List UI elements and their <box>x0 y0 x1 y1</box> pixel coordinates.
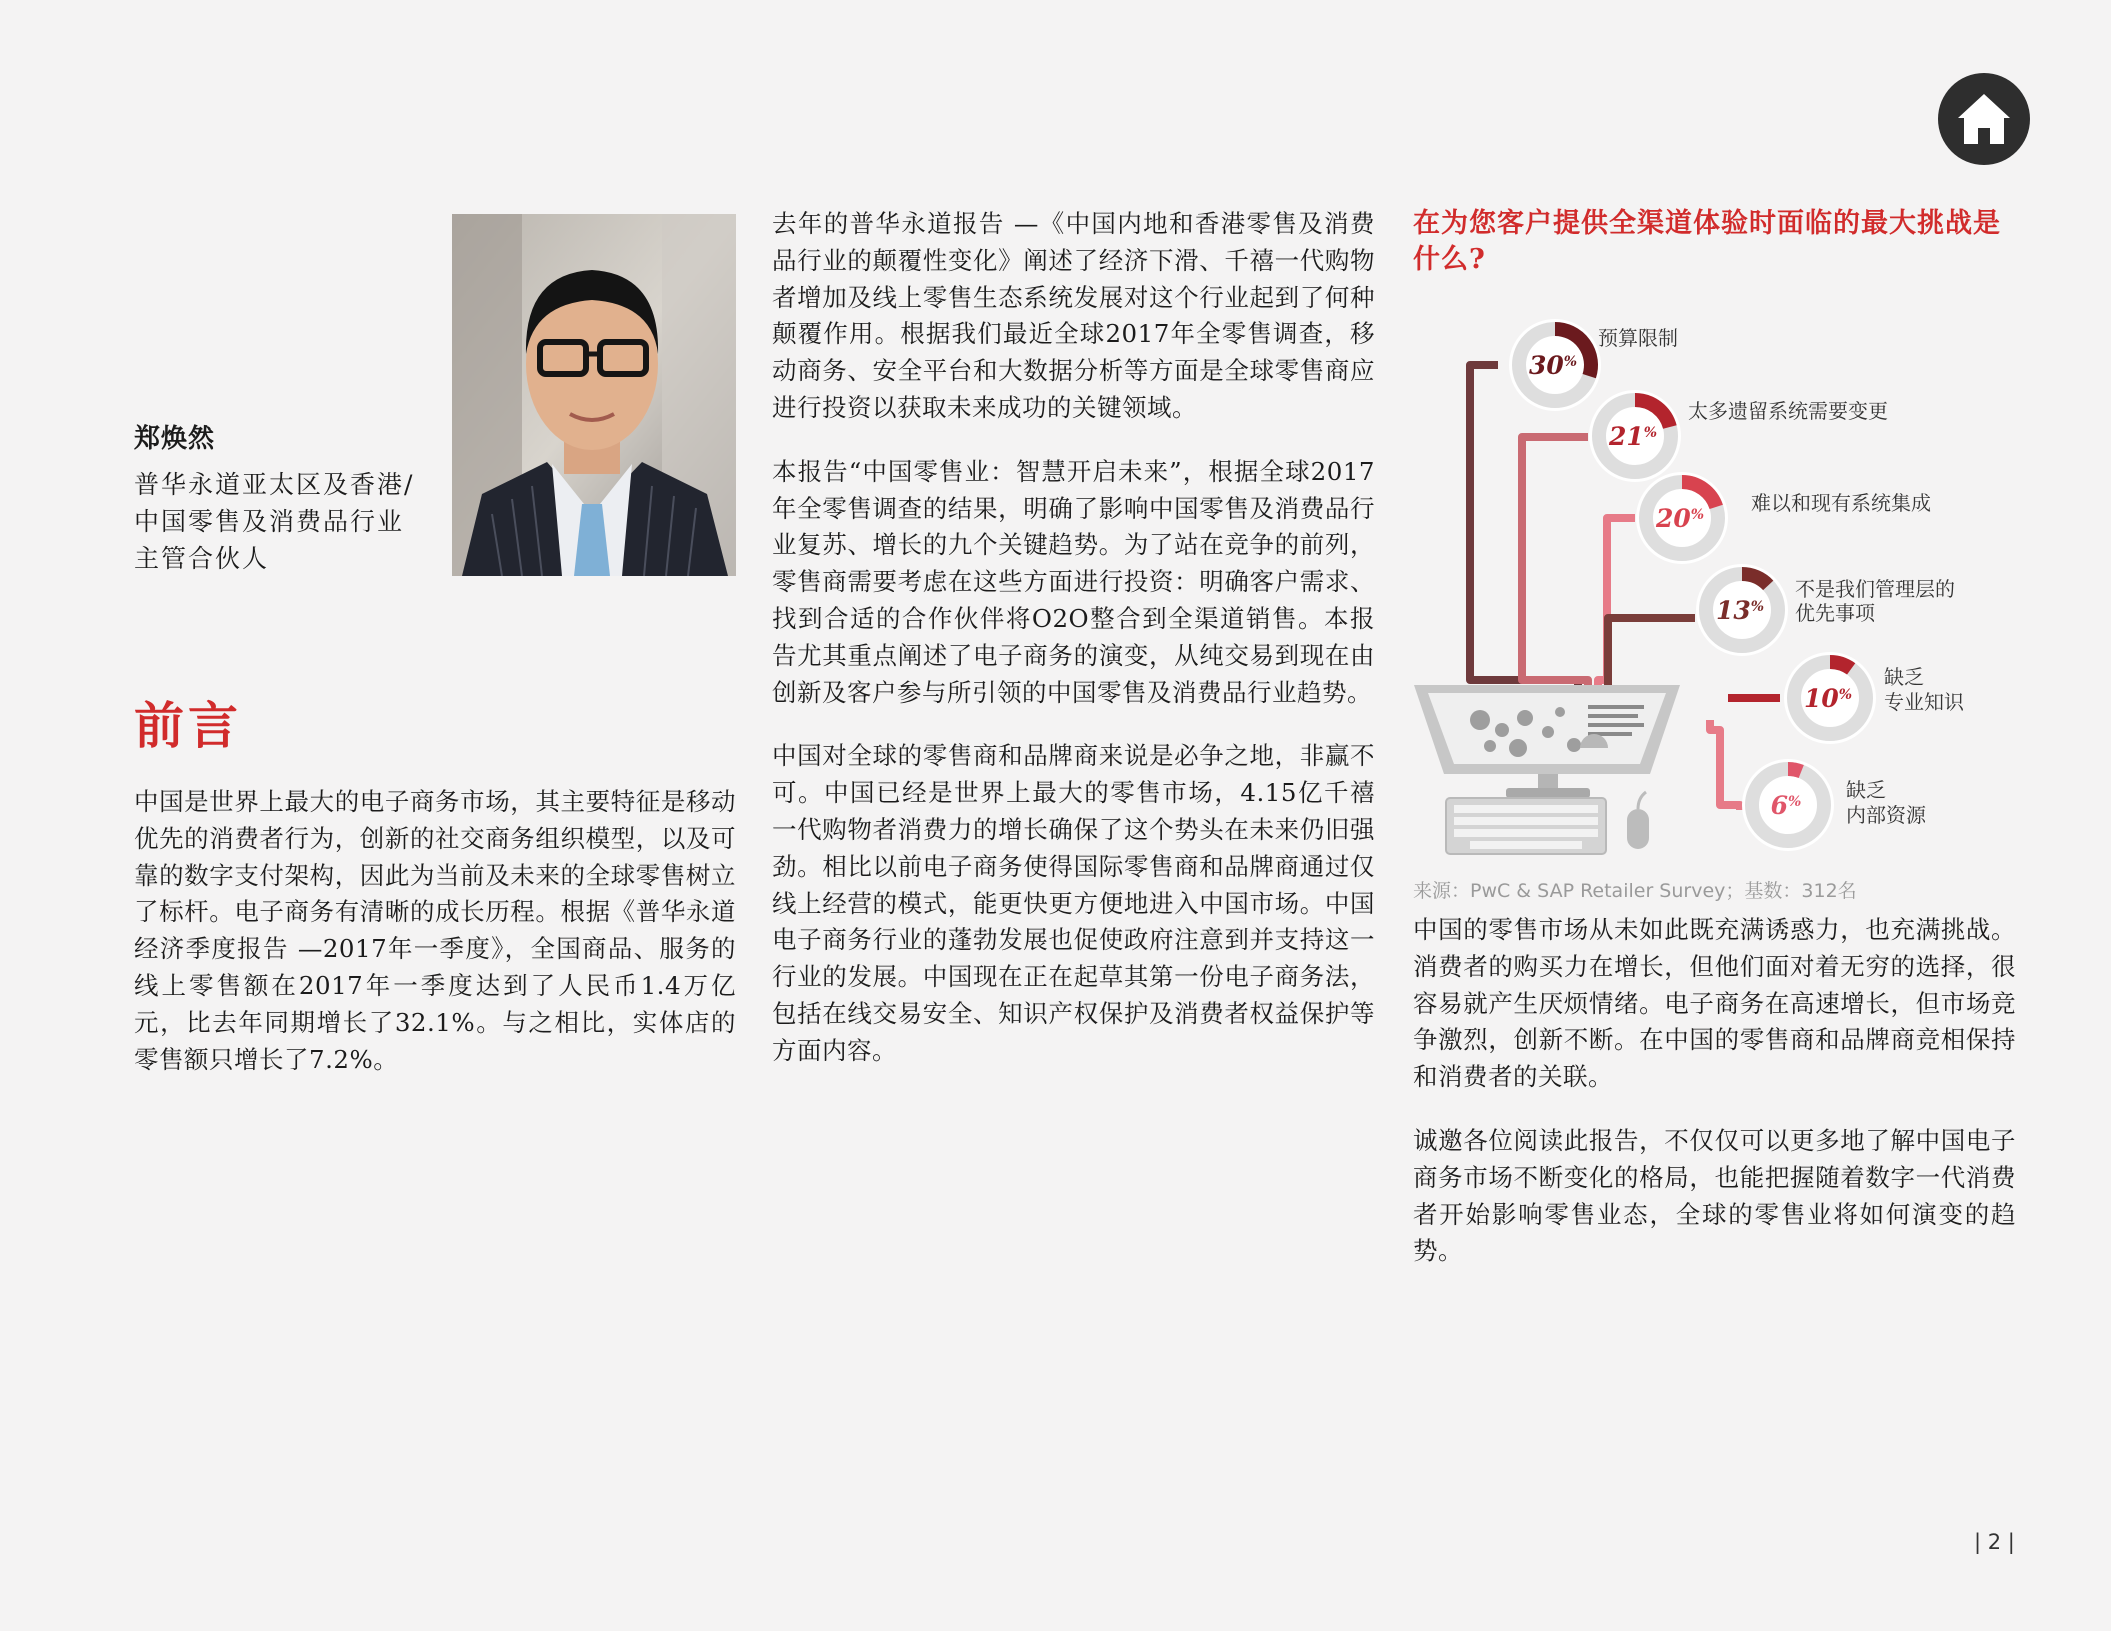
donut-percent: 13% <box>1715 596 1765 625</box>
intro-paragraph: 中国是世界上最大的电子商务市场，其主要特征是移动优先的消费者行为，创新的社交商务组织模型，以及可靠的数字支付架构，因此为当前及未来的全球零售树立了标杆。电子商务有清晰的成长历程。根据《普华永道经济季度报告 —2017年一季度》，全国商品、服务的线上零售额在2017年一季度达到了人民币1.4万亿元，比去年同期增长了32.1%。与之相比，实体店的零售额只增长了7.2%。 <box>134 787 736 1074</box>
challenge-donut <box>1784 652 1876 744</box>
donut-percent: 30% <box>1528 351 1578 380</box>
challenge-donut <box>1696 564 1788 656</box>
computer-icon <box>1414 685 1680 854</box>
challenge-label: 缺乏 <box>1846 778 1886 802</box>
donut-percent: 10% <box>1803 684 1853 713</box>
home-icon <box>1954 90 2014 148</box>
donut-percent: 6% <box>1770 791 1802 820</box>
body-paragraph: 中国对全球的零售商和品牌商来说是必争之地，非赢不可。中国已经是世界上最大的零售市场，4.15亿千禧一代购物者消费力的增长确保了这个势头在未来仍旧强劲。相比以前电子商务使得国际零售商和品牌商通过仅线上经营的模式，能更快更方便地进入中国市场。中国电子商务行业的蓬勃发展也促使政府注意到并支持这一行业的发展。中国现在正在起草其第一份电子商务法，包括在线交易安全、知识产权保护及消费者权益保护等方面内容。 <box>772 741 1375 1065</box>
challenge-label: 缺乏 <box>1884 665 1924 689</box>
challenge-label: 内部资源 <box>1846 803 1926 827</box>
donut-percent: 20% <box>1655 504 1705 533</box>
challenge-label: 难以和现有系统集成 <box>1751 491 1931 515</box>
challenge-label: 预算限制 <box>1598 326 1678 350</box>
challenge-donut <box>1589 390 1681 482</box>
source-note: 来源：PwC & SAP Retailer Survey；基数：312名 <box>1413 880 1857 902</box>
author-portrait <box>452 214 736 576</box>
body-paragraph: 去年的普华永道报告 —《中国内地和香港零售及消费品行业的颠覆性变化》阐述了经济下滑、千禧一代购物者增加及线上零售生态系统发展对这个行业起到了何种颠覆作用。根据我们最近全球2017年全零售调查，移动商务、安全平台和大数据分析等方面是全球零售商应进行投资以获取未来成功的关键领域。 <box>772 209 1375 422</box>
survey-infographic <box>1410 300 2050 870</box>
author-title <box>134 466 434 577</box>
section-title: 前言 <box>134 696 242 755</box>
challenge-donut <box>1742 759 1834 851</box>
challenge-label: 不是我们管理层的 <box>1795 577 1955 601</box>
donut-value-arc <box>1788 769 1801 772</box>
donut-percent: 21% <box>1608 422 1658 451</box>
body-paragraph: 诚邀各位阅读此报告，不仅仅可以更多地了解中国电子商务市场不断变化的格局，也能把握随着数字一代消费者开始影响零售业态，全球的零售业将如何演变的趋势。 <box>1413 1125 2016 1266</box>
page-number: | 2 | <box>1974 1530 2015 1554</box>
author-title-line: 中国零售及消费品行业 <box>134 507 405 536</box>
connector-line <box>1710 720 1740 810</box>
author-name: 郑焕然 <box>134 424 216 454</box>
challenge-label: 优先事项 <box>1795 601 1875 625</box>
challenge-donut <box>1509 319 1601 411</box>
connector-line <box>1598 518 1635 690</box>
author-title-line: 普华永道亚太区及香港/ <box>134 470 415 499</box>
home-button[interactable] <box>1938 73 2030 165</box>
challenge-donut <box>1636 472 1728 564</box>
challenge-label: 专业知识 <box>1884 690 1964 714</box>
donut-value-arc <box>1830 662 1851 669</box>
right-column <box>1413 912 2016 1297</box>
connector-line <box>1608 618 1695 690</box>
survey-question: 在为您客户提供全渠道体验时面临的最大挑战是什么? <box>1413 208 2001 275</box>
connector-line <box>1522 437 1588 690</box>
body-paragraph: 中国的零售市场从未如此既充满诱惑力，也充满挑战。消费者的购买力在增长，但他们面对着无穷的选择，很容易就产生厌烦情绪。电子商务在高速增长，但市场竞争激烈，创新不断。在中国的零售商和品牌商竞相保持和消费者的关联。 <box>1413 915 2016 1092</box>
middle-column <box>772 206 1375 1097</box>
challenge-label: 太多遗留系统需要变更 <box>1688 399 1888 423</box>
author-title-line: 主管合伙人 <box>134 544 270 573</box>
body-paragraph: 本报告“中国零售业：智慧开启未来”，根据全球2017年全零售调查的结果，明确了影响中国零售及消费品行业复苏、增长的九个关键趋势。为了站在竞争的前列，零售商需要考虑在这些方面进行投资：明确客户需求、找到合适的合作伙伴将O2O整合到全渠道销售。本报告尤其重点阐述了电子商务的演变，从纯交易到现在由创新及客户参与所引领的中国零售及消费品行业趋势。 <box>772 456 1375 707</box>
